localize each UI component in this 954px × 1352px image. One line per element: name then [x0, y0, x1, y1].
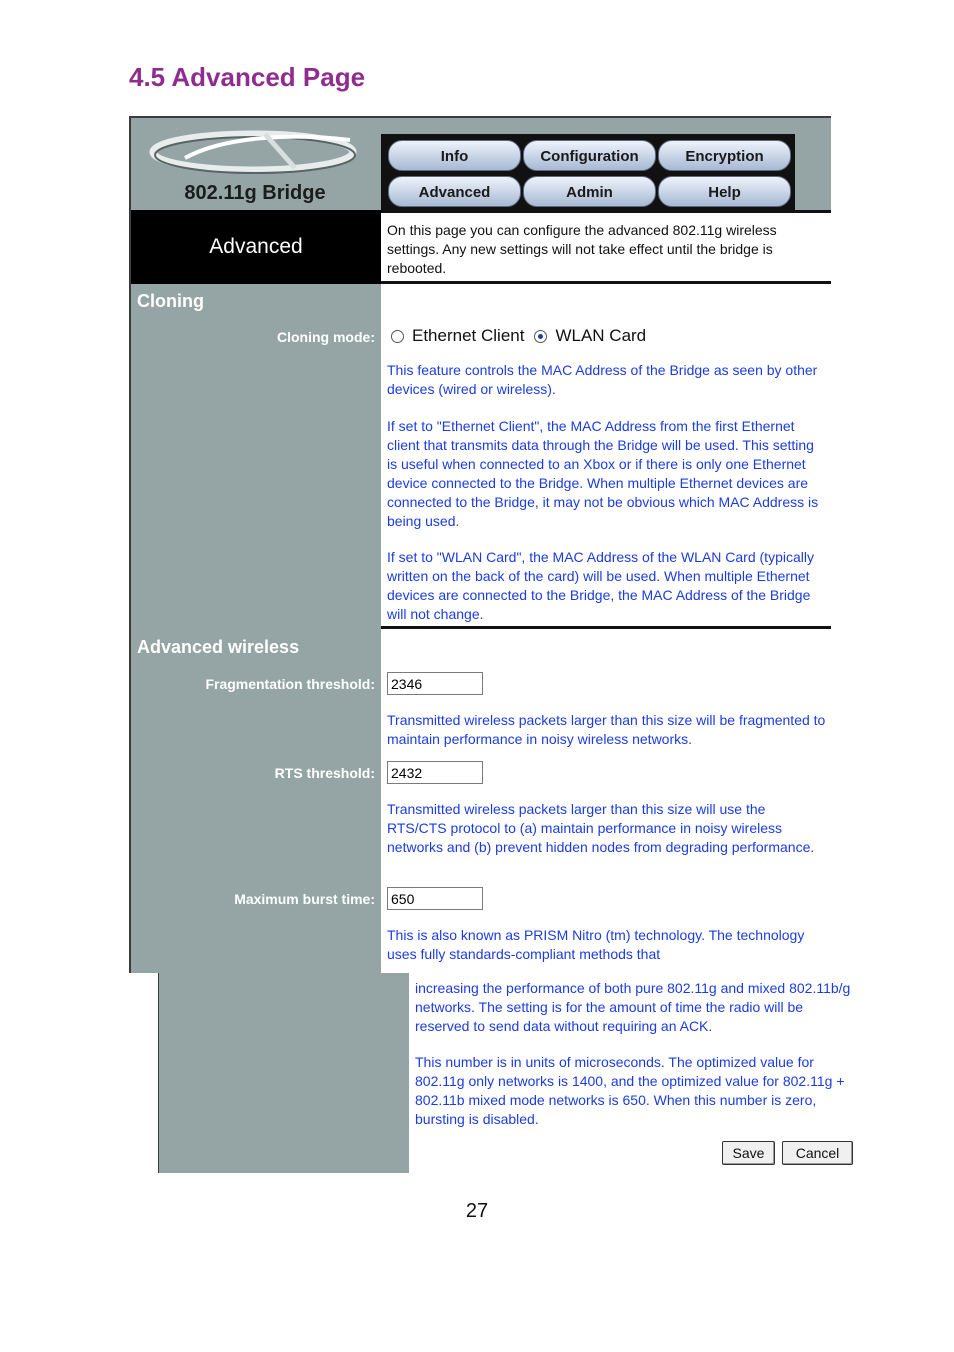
logo-text: 802.11g Bridge [184, 182, 326, 204]
page-intro: On this page you can configure the advanced 802.11g wireless settings. Any new settings will not take effect until the bridge is rebooted. [387, 222, 777, 276]
wireless-heading: Advanced wireless [137, 637, 300, 657]
rts-label: RTS threshold: [274, 765, 375, 781]
cloning-help-1: This feature controls the MAC Address of the Bridge as seen by other devices (wired or wireless). [387, 362, 818, 397]
rts-input[interactable] [387, 761, 483, 784]
fragmentation-label: Fragmentation threshold: [205, 676, 375, 692]
rts-help: Transmitted wireless packets larger than this size will use the RTS/CTS protocol to (a) maintain performance in noisy wireless networks and (b) prevent hidden nodes from degrading performance. [387, 801, 815, 855]
bridge-web-ui-continued [158, 973, 858, 1173]
radio-wlan-card-label: WLAN Card [555, 326, 647, 345]
wireless-sidebar-continued [159, 973, 409, 1173]
divider [381, 626, 831, 629]
burst-label: Maximum burst time: [234, 891, 375, 907]
cloning-heading: Cloning [137, 291, 204, 311]
radio-ethernet-client[interactable] [391, 330, 404, 343]
divider [381, 210, 831, 213]
tab-help[interactable]: Help [658, 176, 791, 207]
page-title: Advanced [131, 210, 381, 284]
burst-input[interactable] [387, 887, 483, 910]
tab-admin[interactable]: Admin [523, 176, 656, 207]
burst-help-top: This is also known as PRISM Nitro (tm) technology. The technology uses fully standards-compliant methods that [387, 927, 805, 962]
save-button[interactable]: Save [722, 1141, 775, 1165]
radio-wlan-card[interactable] [534, 330, 547, 343]
cancel-button[interactable]: Cancel [782, 1141, 853, 1165]
bridge-web-ui [129, 116, 831, 973]
fragmentation-help: Transmitted wireless packets larger than this size will be fragmented to maintain performance in noisy wireless networks. [387, 712, 826, 747]
page-number: 27 [465, 1200, 489, 1222]
tab-advanced[interactable]: Advanced [388, 176, 521, 207]
tab-encryption[interactable]: Encryption [658, 140, 791, 171]
fragmentation-input[interactable] [387, 672, 483, 695]
cloning-help-3: If set to "WLAN Card", the MAC Address of the WLAN Card (typically written on the back of the card) will be used. When multiple Ethernet devices are connected to the Bridge, the MAC Address of the Bridge will not change. [387, 549, 814, 622]
tab-configuration[interactable]: Configuration [523, 140, 656, 171]
logo-swoosh-icon [145, 128, 365, 178]
document-heading: 4.5 Advanced Page [129, 62, 366, 92]
cloning-mode-group [391, 326, 646, 346]
cloning-mode-label: Cloning mode: [277, 329, 375, 345]
cloning-help-2: If set to "Ethernet Client", the MAC Address from the first Ethernet client that transmits data through the Bridge will be used. This setting is useful when connected to an Xbox or if there is only one Ethernet device connected to the Bridge. When multiple Ethernet devices are connected to the Bridge, it may not be obvious which MAC Address is being used. [387, 418, 819, 529]
divider [381, 281, 831, 284]
radio-ethernet-client-label: Ethernet Client [412, 326, 525, 345]
tab-info[interactable]: Info [388, 140, 521, 171]
burst-help-bottom: increasing the performance of both pure 802.11g and mixed 802.11b/g networks. The setting is for the amount of time the radio will be reserved to send data without requiring an ACK. [415, 980, 851, 1034]
burst-help-2: This number is in units of microseconds. The optimized value for 802.11g only networks is 1400, and the optimized value for 802.11g + 802.11b mixed mode networks is 650. When this number is zero, bursting is disabled. [415, 1054, 845, 1127]
logo-area [131, 118, 381, 210]
